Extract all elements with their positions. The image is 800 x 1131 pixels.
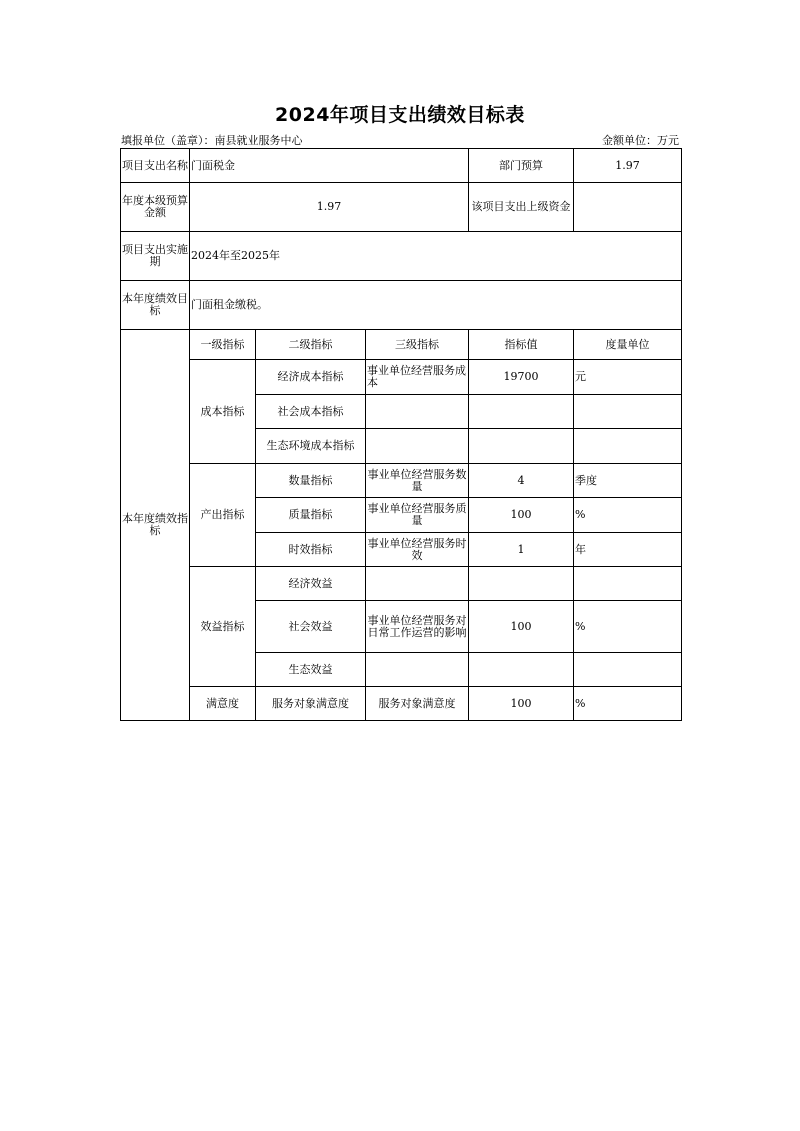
indicator-header-row (121, 330, 682, 360)
dept-budget-value: 1.97 (574, 149, 682, 183)
page-title: 2024年项目支出绩效目标表 (275, 104, 525, 126)
period-value: 2024年至2025年 (190, 232, 682, 281)
table-row (121, 360, 682, 395)
level2-cell: 服务对象满意度 (256, 687, 366, 721)
dept-budget-label: 部门预算 (469, 149, 574, 183)
level1-cell: 成本指标 (190, 360, 256, 464)
unit-cell (574, 567, 682, 601)
level2-cell: 社会成本指标 (256, 395, 366, 429)
goal-value: 门面租金缴税。 (190, 281, 682, 330)
superior-funds-label: 该项目支出上级资金 (469, 183, 574, 232)
level3-cell (366, 395, 469, 429)
project-name-label: 项目支出名称 (121, 149, 190, 183)
value-cell: 100 (469, 687, 574, 721)
unit-cell (574, 653, 682, 687)
period-label: 项目支出实施期 (121, 232, 190, 281)
unit-cell: % (574, 498, 682, 533)
level3-cell: 事业单位经营服务质量 (366, 498, 469, 533)
unit-cell: 年 (574, 533, 682, 567)
value-cell (469, 429, 574, 464)
value-cell: 19700 (469, 360, 574, 395)
level2-cell: 经济成本指标 (256, 360, 366, 395)
level2-cell: 数量指标 (256, 464, 366, 498)
unit-cell: 元 (574, 360, 682, 395)
level3-cell (366, 653, 469, 687)
table-row (121, 183, 682, 232)
indicator-section-label: 本年度绩效指标 (121, 330, 190, 721)
value-cell: 100 (469, 601, 574, 653)
table-row (121, 567, 682, 601)
value-cell (469, 653, 574, 687)
level2-cell: 经济效益 (256, 567, 366, 601)
header-level2: 二级指标 (256, 330, 366, 360)
fill-unit: 填报单位（盖章）：南县就业服务中心 (121, 134, 303, 147)
level2-cell: 时效指标 (256, 533, 366, 567)
value-cell (469, 395, 574, 429)
header-level1: 一级指标 (190, 330, 256, 360)
header-value: 指标值 (469, 330, 574, 360)
value-cell: 1 (469, 533, 574, 567)
goal-label: 本年度绩效目标 (121, 281, 190, 330)
superior-funds-value (574, 183, 682, 232)
project-name-value: 门面税金 (190, 149, 469, 183)
header-unit: 度量单位 (574, 330, 682, 360)
level1-cell: 满意度 (190, 687, 256, 721)
table-row (121, 281, 682, 330)
level3-cell: 事业单位经营服务时效 (366, 533, 469, 567)
header-level3: 三级指标 (366, 330, 469, 360)
level2-cell: 生态环境成本指标 (256, 429, 366, 464)
unit-cell (574, 429, 682, 464)
level3-cell: 事业单位经营服务数量 (366, 464, 469, 498)
level3-cell: 事业单位经营服务成本 (366, 360, 469, 395)
level1-cell: 效益指标 (190, 567, 256, 687)
value-cell (469, 567, 574, 601)
unit-cell: % (574, 601, 682, 653)
level2-cell: 社会效益 (256, 601, 366, 653)
unit-cell: 季度 (574, 464, 682, 498)
table-row (121, 232, 682, 281)
level1-cell: 产出指标 (190, 464, 256, 567)
table-row (121, 149, 682, 183)
level3-cell (366, 429, 469, 464)
value-cell: 100 (469, 498, 574, 533)
table-row (121, 464, 682, 498)
value-cell: 4 (469, 464, 574, 498)
level3-cell: 服务对象满意度 (366, 687, 469, 721)
unit-cell (574, 395, 682, 429)
level2-cell: 质量指标 (256, 498, 366, 533)
unit-cell: % (574, 687, 682, 721)
annual-budget-value: 1.97 (190, 183, 469, 232)
money-unit: 金额单位：万元 (602, 134, 679, 147)
table-row (121, 687, 682, 721)
level3-cell (366, 567, 469, 601)
annual-budget-label: 年度本级预算金额 (121, 183, 190, 232)
level3-cell: 事业单位经营服务对日常工作运营的影响 (366, 601, 469, 653)
performance-table (120, 148, 682, 721)
level2-cell: 生态效益 (256, 653, 366, 687)
